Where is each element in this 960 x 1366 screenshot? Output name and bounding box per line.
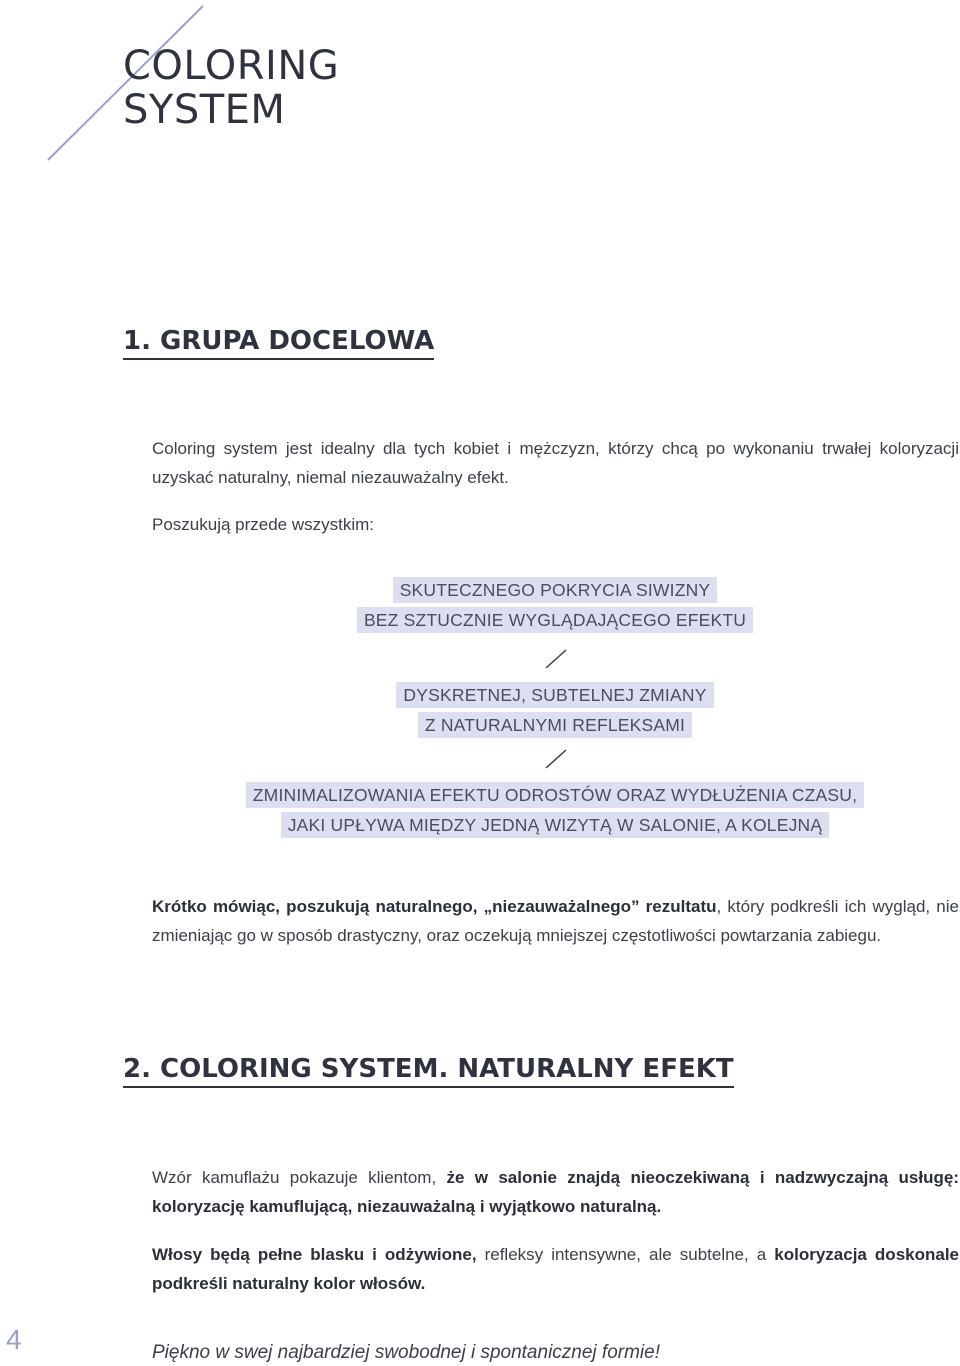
slash-separator-icon <box>544 648 568 670</box>
need-item-3-line-2: JAKI UPŁYWA MIĘDZY JEDNĄ WIZYTĄ W SALONIE, A KOLEJNĄ <box>281 812 830 838</box>
need-item-2-line-1: DYSKRETNEJ, SUBTELNEJ ZMIANY <box>396 682 713 708</box>
intro-paragraph: Coloring system jest idealny dla tych kobiet i mężczyzn, którzy chcą po wykonaniu trwałej koloryzacji uzyskać naturalny, niemal niezauważalny efekt. <box>152 439 959 487</box>
footer-tagline: Piękno w swej najbardziej swobodnej i spontanicznej formie! <box>152 1342 660 1363</box>
camouflage-bold-text: że w salonie znajdą nieoczekiwaną i nadzwyczajną usługę: koloryzację kamuflującą, niezauważalną i wyjątkowo naturalną. <box>152 1168 959 1216</box>
need-item-3 <box>150 782 960 842</box>
summary-plain-text: , który podkreśli ich wygląd, nie zmieniając go w sposób drastyczny, oraz oczekują mniejszej częstotliwości powtarzania zabiegu. <box>152 897 959 945</box>
camouflage-plain-text: Wzór kamuflażu pokazuje klientom, <box>152 1168 447 1187</box>
slash-separator-icon <box>544 748 568 770</box>
page-title <box>123 44 339 132</box>
hair-plain-text: refleksy intensywne, ale subtelne, a <box>476 1245 775 1264</box>
summary-paragraph <box>152 892 959 950</box>
camouflage-paragraph <box>152 1163 959 1221</box>
page-number: 4 <box>6 1324 22 1355</box>
section-heading-target-group: 1. GRUPA DOCELOWA <box>123 326 434 360</box>
seek-intro-paragraph: Poszukują przede wszystkim: <box>152 515 375 534</box>
page-title-line-2: SYSTEM <box>123 87 286 133</box>
hair-bold-text-1: Włosy będą pełne blasku i odżywione, <box>152 1245 477 1264</box>
summary-bold-text: Krótko mówiąc, poszukują naturalnego, „niezauważalnego” rezultatu <box>152 897 717 916</box>
need-item-1-line-1: SKUTECZNEGO POKRYCIA SIWIZNY <box>393 577 718 603</box>
need-item-1-line-2: BEZ SZTUCZNIE WYGLĄDAJĄCEGO EFEKTU <box>357 607 753 633</box>
page-title-line-1: COLORING <box>123 43 340 89</box>
section-heading-natural-effect: 2. COLORING SYSTEM. NATURALNY EFEKT <box>123 1054 734 1088</box>
hair-bold-text-2: koloryzacja doskonale podkreśli naturalny kolor włosów. <box>152 1245 960 1293</box>
need-item-2-line-2: Z NATURALNYMI REFLEKSAMI <box>418 712 692 738</box>
need-item-2 <box>150 682 960 742</box>
hair-paragraph <box>152 1240 959 1298</box>
need-item-1 <box>150 577 960 637</box>
need-item-3-line-1: ZMINIMALIZOWANIA EFEKTU ODROSTÓW ORAZ WYDŁUŻENIA CZASU, <box>246 782 864 808</box>
